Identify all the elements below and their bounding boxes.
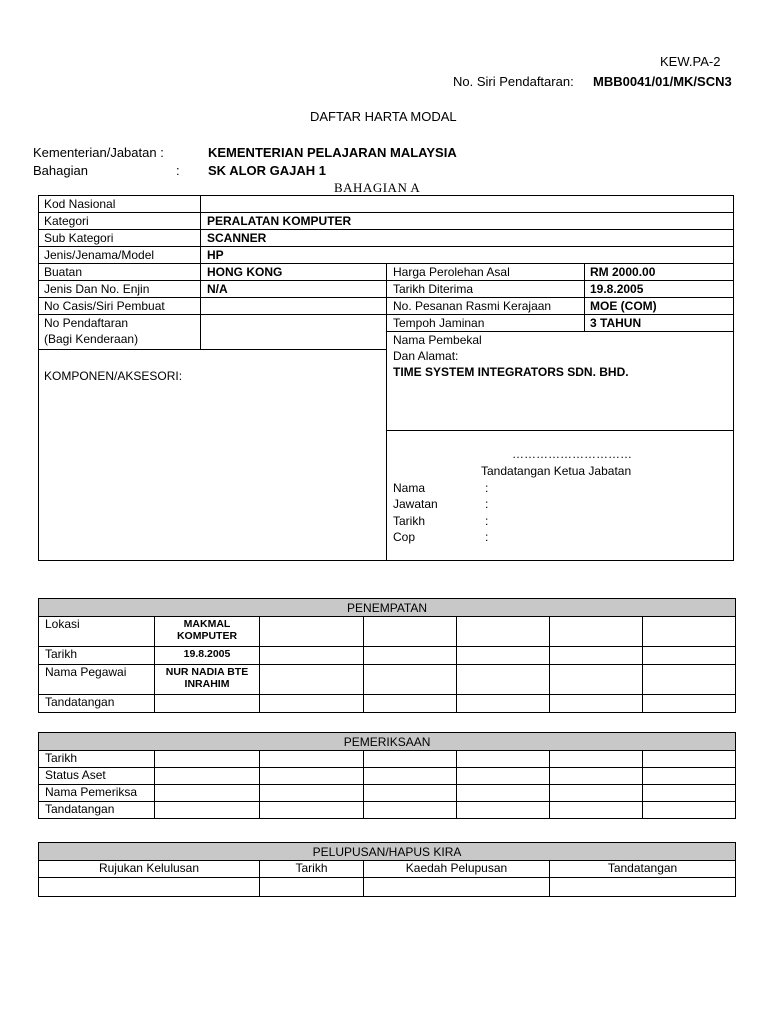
- jenis-label: Jenis/Jenama/Model: [44, 248, 155, 262]
- pendaftaran-sublabel: (Bagi Kenderaan): [44, 332, 139, 346]
- kementerian-label: Kementerian/Jabatan :: [33, 145, 164, 160]
- row-label: Nama Pegawai: [39, 665, 155, 695]
- siri-value: MBB0041/01/MK/SCN3: [593, 74, 732, 89]
- sign-nama-colon: :: [485, 481, 489, 495]
- sign-nama-label: Nama: [393, 481, 426, 495]
- penempatan-table: [38, 598, 736, 713]
- kod-nasional-label: Kod Nasional: [44, 197, 116, 211]
- document-title: DAFTAR HARTA MODAL: [310, 109, 457, 124]
- row-label: Tandatangan: [39, 695, 155, 713]
- bahagian-label: Bahagian: [33, 163, 88, 178]
- tarikh-diterima-label: Tarikh Diterima: [393, 282, 474, 296]
- table-row: [39, 665, 736, 695]
- table-row: [39, 802, 736, 819]
- pemeriksaan-title: PEMERIKSAAN: [39, 733, 736, 751]
- tarikh-diterima-value: 19.8.2005: [590, 282, 644, 296]
- pelupusan-title: PELUPUSAN/HAPUS KIRA: [39, 843, 736, 861]
- jaminan-value: 3 TAHUN: [590, 316, 642, 330]
- table-header-row: [39, 861, 736, 878]
- kategori-value: PERALATAN KOMPUTER: [207, 214, 352, 228]
- section-a-title: BAHAGIAN A: [334, 180, 421, 195]
- signature-dots: …………………………: [512, 447, 632, 461]
- pendaftaran-label: No Pendaftaran: [44, 316, 129, 330]
- table-row: [39, 768, 736, 785]
- row-label: Tandatangan: [39, 802, 155, 819]
- row-label: Lokasi: [39, 617, 155, 647]
- harga-label: Harga Perolehan Asal: [393, 265, 510, 279]
- pembekal-value: TIME SYSTEM INTEGRATORS SDN. BHD.: [393, 365, 629, 379]
- sub-kategori-label: Sub Kategori: [44, 231, 114, 245]
- sign-cop-label: Cop: [393, 530, 416, 544]
- table-row: [39, 695, 736, 713]
- row-label: Tarikh: [39, 751, 155, 768]
- sign-jawatan-colon: :: [485, 497, 489, 511]
- bahagian-value: SK ALOR GAJAH 1: [208, 163, 326, 178]
- buatan-label: Buatan: [44, 265, 83, 279]
- pembekal-label: Nama Pembekal: [393, 333, 482, 347]
- signature-title: Tandatangan Ketua Jabatan: [481, 464, 632, 478]
- col-header: Kaedah Pelupusan: [364, 861, 550, 878]
- enjin-value: N/A: [207, 282, 228, 296]
- tarikh-value: 19.8.2005: [155, 647, 260, 665]
- col-header: Tandatangan: [550, 861, 736, 878]
- harga-value: RM 2000.00: [590, 265, 656, 279]
- penempatan-title: PENEMPATAN: [39, 599, 736, 617]
- kategori-label: Kategori: [44, 214, 89, 228]
- enjin-label: Jenis Dan No. Enjin: [44, 282, 150, 296]
- pesanan-value: MOE (COM): [590, 299, 657, 313]
- row-label: Status Aset: [39, 768, 155, 785]
- col-header: Rujukan Kelulusan: [39, 861, 260, 878]
- table-row: [39, 751, 736, 768]
- jenis-value: HP: [207, 248, 224, 262]
- row-label: Nama Pemeriksa: [39, 785, 155, 802]
- pembekal-sublabel: Dan Alamat:: [393, 349, 459, 363]
- jaminan-label: Tempoh Jaminan: [393, 316, 485, 330]
- sign-tarikh-colon: :: [485, 514, 489, 528]
- casis-label: No Casis/Siri Pembuat: [44, 299, 165, 313]
- sign-tarikh-label: Tarikh: [393, 514, 426, 528]
- pegawai-value: NUR NADIA BTE INRAHIM: [155, 665, 260, 695]
- lokasi-value: MAKMAL KOMPUTER: [155, 617, 260, 647]
- form-code: KEW.PA-2: [660, 54, 721, 69]
- siri-label: No. Siri Pendaftaran:: [453, 74, 574, 89]
- sign-jawatan-label: Jawatan: [393, 497, 438, 511]
- sign-cop-colon: :: [485, 530, 489, 544]
- table-row: [39, 617, 736, 647]
- kementerian-value: KEMENTERIAN PELAJARAN MALAYSIA: [208, 145, 457, 160]
- tandatangan-value: [155, 695, 260, 713]
- pelupusan-table: [38, 842, 736, 897]
- buatan-value: HONG KONG: [207, 265, 283, 279]
- pesanan-label: No. Pesanan Rasmi Kerajaan: [393, 299, 552, 313]
- komponen-label: KOMPONEN/AKSESORI:: [44, 369, 183, 383]
- table-row: [39, 878, 736, 897]
- row-label: Tarikh: [39, 647, 155, 665]
- sub-kategori-value: SCANNER: [207, 231, 267, 245]
- pemeriksaan-table: [38, 732, 736, 819]
- table-row: [39, 647, 736, 665]
- table-row: [39, 785, 736, 802]
- bahagian-colon: :: [176, 163, 180, 178]
- col-header: Tarikh: [260, 861, 364, 878]
